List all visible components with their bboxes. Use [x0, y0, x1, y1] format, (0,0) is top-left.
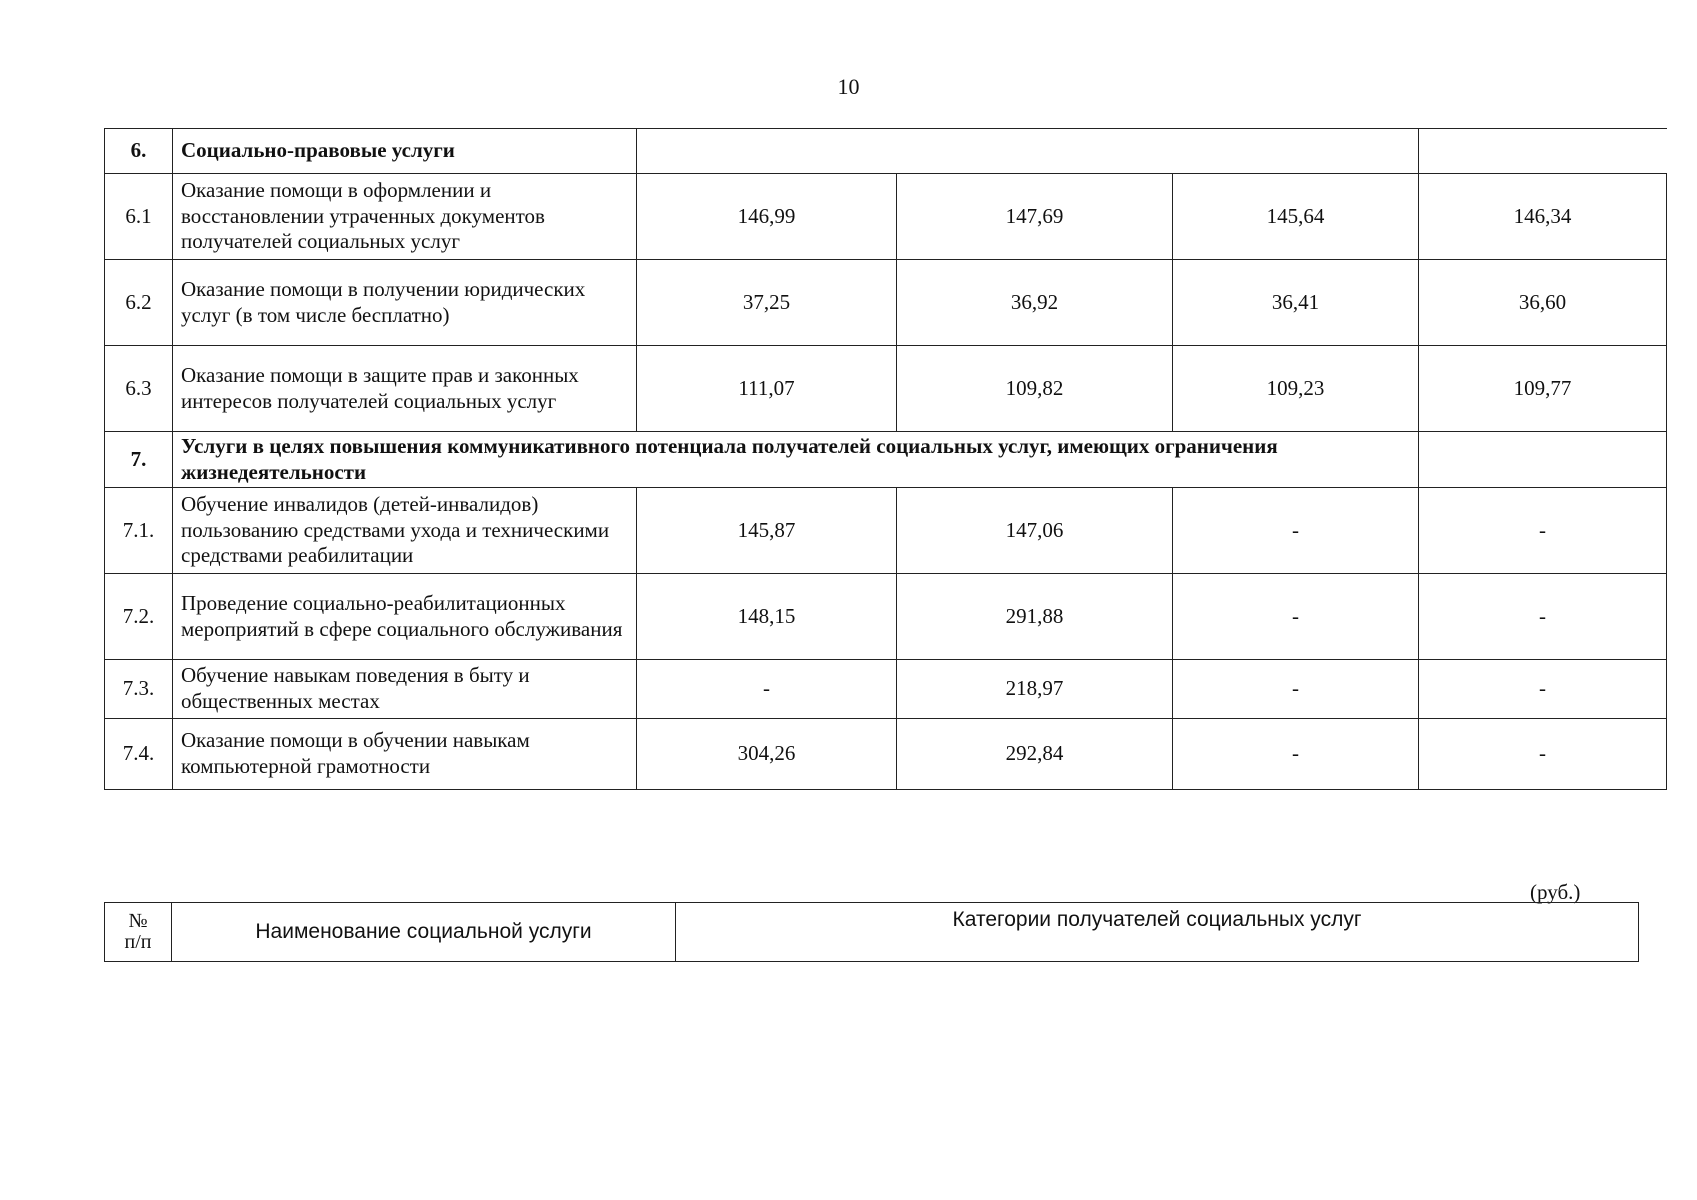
section-row-6 — [105, 129, 1667, 174]
number-column-header — [105, 903, 172, 962]
row-number: 6.3 — [105, 346, 173, 432]
value-cell: 147,69 — [897, 174, 1173, 260]
value-cell: 291,88 — [897, 574, 1173, 660]
page-number: 10 — [837, 74, 860, 99]
table-row — [105, 660, 1667, 719]
row-number: 6.1 — [105, 174, 173, 260]
value-cell: 146,34 — [1419, 174, 1667, 260]
table-row — [105, 719, 1667, 790]
table-row — [105, 260, 1667, 346]
service-name: Оказание помощи в получении юридических услуг (в том числе бесплатно) — [173, 260, 637, 346]
value-cell: 111,07 — [637, 346, 897, 432]
service-name-column-header: Наименование социальной услуги — [172, 903, 676, 962]
next-table-header — [104, 902, 1639, 962]
value-cell: 292,84 — [897, 719, 1173, 790]
table-row — [105, 488, 1667, 574]
services-cost-table — [104, 128, 1667, 790]
table-row — [105, 174, 1667, 260]
row-number: 7.3. — [105, 660, 173, 719]
value-cell: 37,25 — [637, 260, 897, 346]
empty-cell — [637, 129, 1419, 174]
value-cell: 218,97 — [897, 660, 1173, 719]
recipient-category-column-header: Категории получателей социальных услуг — [676, 903, 1639, 962]
value-cell: - — [637, 660, 897, 719]
value-cell: - — [1173, 719, 1419, 790]
header-row — [105, 903, 1639, 962]
value-cell: - — [1173, 574, 1419, 660]
table-row — [105, 346, 1667, 432]
value-cell: 109,82 — [897, 346, 1173, 432]
value-cell: 147,06 — [897, 488, 1173, 574]
service-name: Оказание помощи в оформлении и восстановлении утраченных документов получателей социальных услуг — [173, 174, 637, 260]
value-cell: - — [1419, 719, 1667, 790]
section-number: 6. — [105, 129, 173, 174]
value-cell: - — [1419, 574, 1667, 660]
value-cell: 304,26 — [637, 719, 897, 790]
service-name: Проведение социально-реабилитационных мероприятий в сфере социального обслуживания — [173, 574, 637, 660]
unit-label: (руб.) — [1530, 880, 1581, 904]
section-row-7 — [105, 432, 1667, 488]
number-sign: № — [128, 910, 148, 932]
value-cell: 148,15 — [637, 574, 897, 660]
service-name: Оказание помощи в защите прав и законных интересов получателей социальных услуг — [173, 346, 637, 432]
table-row — [105, 574, 1667, 660]
value-cell: 109,23 — [1173, 346, 1419, 432]
value-cell: 109,77 — [1419, 346, 1667, 432]
row-number: 6.2 — [105, 260, 173, 346]
value-cell: 145,64 — [1173, 174, 1419, 260]
empty-cell — [1419, 129, 1667, 174]
row-number: 7.2. — [105, 574, 173, 660]
number-abbrev: п/п — [124, 931, 152, 953]
service-name: Обучение инвалидов (детей-инвалидов) пользованию средствами ухода и техническими средствами реабилитации — [173, 488, 637, 574]
value-cell: 145,87 — [637, 488, 897, 574]
value-cell: - — [1173, 488, 1419, 574]
row-number: 7.4. — [105, 719, 173, 790]
section-number: 7. — [105, 432, 173, 488]
value-cell: - — [1419, 488, 1667, 574]
value-cell: 146,99 — [637, 174, 897, 260]
service-name: Обучение навыкам поведения в быту и общественных местах — [173, 660, 637, 719]
section-title: Социально-правовые услуги — [173, 129, 637, 174]
service-name: Оказание помощи в обучении навыкам компьютерной грамотности — [173, 719, 637, 790]
empty-cell — [1419, 432, 1667, 488]
value-cell: 36,60 — [1419, 260, 1667, 346]
value-cell: 36,41 — [1173, 260, 1419, 346]
value-cell: 36,92 — [897, 260, 1173, 346]
row-number: 7.1. — [105, 488, 173, 574]
value-cell: - — [1419, 660, 1667, 719]
section-title: Услуги в целях повышения коммуникативного потенциала получателей социальных услуг, имеющих ограничения жизнедеятельности — [173, 432, 1419, 488]
value-cell: - — [1173, 660, 1419, 719]
